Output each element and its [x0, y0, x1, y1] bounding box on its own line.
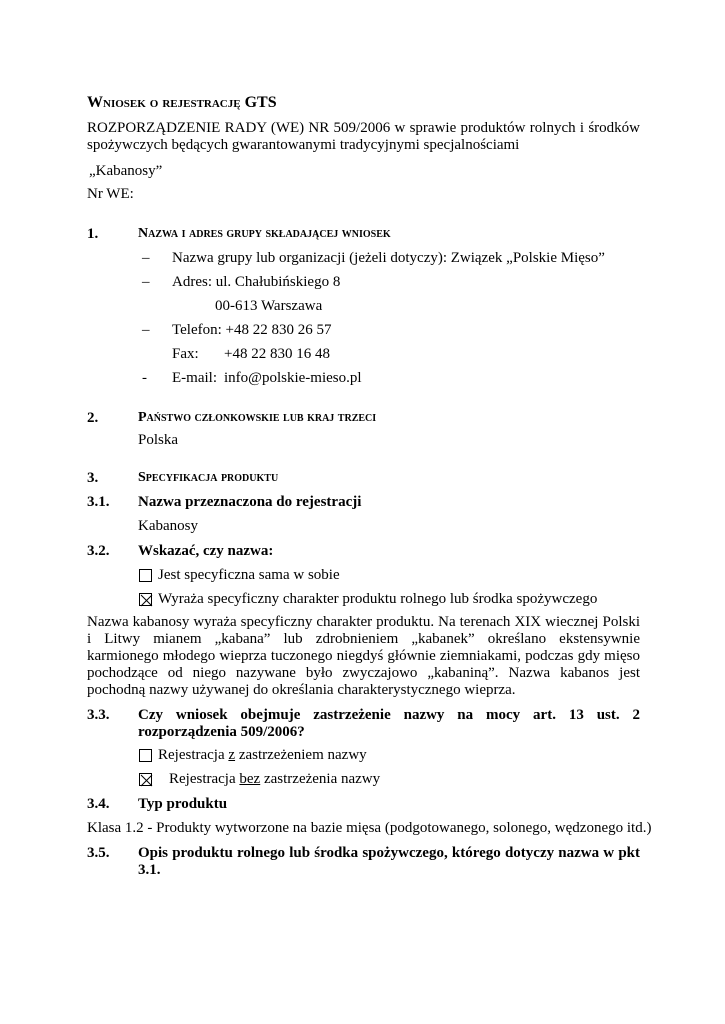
title-suffix: GTS [244, 94, 277, 111]
nr-we-label: Nr WE: [87, 186, 134, 202]
title-prefix: Wniosek o rejestrację [87, 94, 241, 111]
section3-number: 3. [87, 470, 99, 486]
s31-value: Kabanosy [138, 518, 198, 534]
section2-heading: Państwo członkowskie lub kraj trzeci [138, 410, 377, 425]
s32-paragraph: Nazwa kabanosy wyraża specyficzny charakter produktu. Na terenach XIX wiecznej Polski i Litwy mianem „kabana” lub zdrobnieniem „kabanek” określano ekstensywnie karmionego młodego wieprza tuczonego niegdyś głównie ziemniakami, podczas gdy mięso pochodzące od niego nazywane było zwyczajowo „kabaniną”. Nazwa kabanos jest pochodną nazwy używanej do określania charakterystycznego wieprza. [87, 614, 640, 698]
regulation-text: ROZPORZĄDZENIE RADY (WE) NR 509/2006 w sprawie produktów rolnych i środków spożywczych będących gwarantowanymi tradycyjnymi specjalnościami [87, 120, 640, 153]
s31-heading: Nazwa przeznaczona do rejestracji [138, 494, 362, 510]
s34-number: 3.4. [87, 796, 110, 812]
section3-heading: Specyfikacja produktu [138, 470, 279, 485]
s1-item-organization: Nazwa grupy lub organizacji (jeżeli dotyczy): Związek „Polskie Mięso” [172, 250, 605, 266]
product-name-quoted: „Kabanosy” [89, 163, 163, 179]
checkbox-specific-itself[interactable] [139, 569, 152, 582]
s1-item-phone: Telefon: +48 22 830 26 57 [172, 322, 332, 338]
s1-fax-label: Fax: [172, 346, 199, 362]
s1-email-dash: - [142, 370, 147, 386]
option-expresses-character-label: Wyraża specyficzny charakter produktu rolnego lub środka spożywczego [158, 591, 598, 607]
s33-heading: Czy wniosek obejmuje zastrzeżenie nazwy na mocy art. 13 ust. 2 rozporządzenia 509/2006? [138, 707, 640, 740]
option-without-reservation-label: Rejestracja bez zastrzeżenia nazwy [169, 771, 381, 787]
document-title [87, 94, 277, 112]
s1-item-dash: – [142, 322, 150, 338]
s34-value: Klasa 1.2 - Produkty wytworzone na bazie mięsa (podgotowanego, solonego, wędzonego itd.) [87, 820, 652, 836]
checkmark-x-icon [140, 594, 153, 607]
s34-heading: Typ produktu [138, 796, 228, 812]
s35-heading: Opis produktu rolnego lub środka spożywczego, którego dotyczy nazwa w pkt 3.1. [138, 845, 640, 878]
s31-number: 3.1. [87, 494, 110, 510]
s32-number: 3.2. [87, 543, 110, 559]
section1-number: 1. [87, 226, 99, 242]
checkmark-x-icon [140, 774, 153, 787]
s1-item-postal: 00-613 Warszawa [215, 298, 323, 314]
s1-item-dash: – [142, 274, 150, 290]
s1-email-label: E-mail: [172, 370, 217, 386]
s1-item-address: Adres: ul. Chałubińskiego 8 [172, 274, 341, 290]
section1-heading: Nazwa i adres grupy składającej wniosek [138, 226, 391, 241]
s33-number: 3.3. [87, 707, 110, 723]
s1-email-value: info@polskie-mieso.pl [224, 370, 362, 386]
checkbox-without-reservation[interactable] [139, 773, 152, 786]
s35-number: 3.5. [87, 845, 110, 861]
s32-heading: Wskazać, czy nazwa: [138, 543, 274, 559]
option-specific-itself-label: Jest specyficzna sama w sobie [158, 567, 340, 583]
option-with-reservation-label: Rejestracja z zastrzeżeniem nazwy [158, 747, 367, 763]
s1-fax-value: +48 22 830 16 48 [224, 346, 330, 362]
section2-number: 2. [87, 410, 99, 426]
s1-item-dash: – [142, 250, 150, 266]
checkbox-with-reservation[interactable] [139, 749, 152, 762]
checkbox-expresses-character[interactable] [139, 593, 152, 606]
section2-value: Polska [138, 432, 179, 448]
